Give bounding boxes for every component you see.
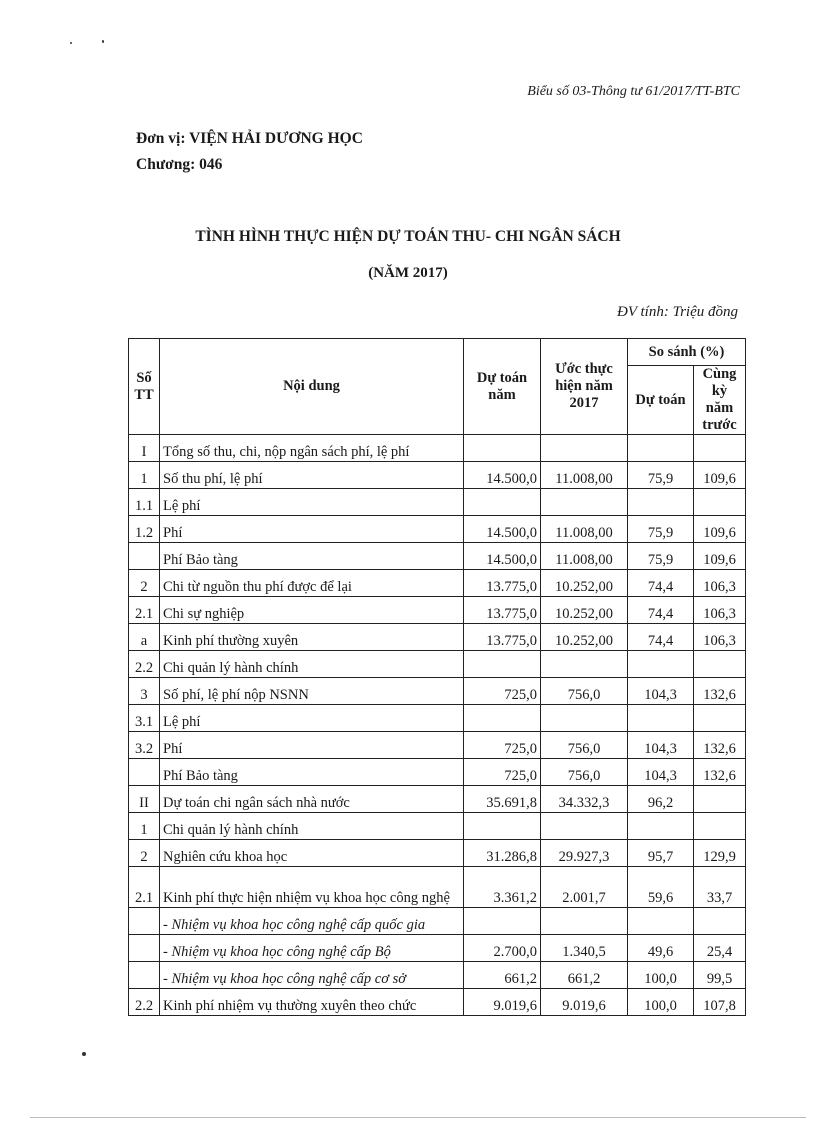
row-plan-value: 661,2	[464, 962, 541, 989]
row-content: - Nhiệm vụ khoa học công nghệ cấp cơ sở	[160, 962, 464, 989]
row-plan-value: 14.500,0	[464, 516, 541, 543]
row-content: Phí Bảo tàng	[160, 543, 464, 570]
row-compare-prev	[694, 813, 746, 840]
row-compare-prev	[694, 435, 746, 462]
row-content: Chi quản lý hành chính	[160, 651, 464, 678]
row-actual-value: 11.008,00	[541, 462, 628, 489]
document-title: TÌNH HÌNH THỰC HIỆN DỰ TOÁN THU- CHI NGÂN SÁCH	[195, 228, 621, 245]
row-compare-prev: 129,9	[694, 840, 746, 867]
row-compare-plan: 104,3	[628, 732, 694, 759]
row-compare-prev: 99,5	[694, 962, 746, 989]
row-actual-value: 756,0	[541, 678, 628, 705]
row-compare-plan: 95,7	[628, 840, 694, 867]
unit-of-measure-note: ĐV tính: Triệu đồng	[617, 304, 738, 320]
row-content: Dự toán chi ngân sách nhà nước	[160, 786, 464, 813]
row-number	[129, 962, 160, 989]
table-row	[129, 462, 746, 489]
row-compare-plan: 74,4	[628, 624, 694, 651]
row-actual-value: 11.008,00	[541, 543, 628, 570]
table-row	[129, 786, 746, 813]
row-content: Phí Bảo tàng	[160, 759, 464, 786]
row-actual-value	[541, 813, 628, 840]
document-year: (NĂM 2017)	[368, 265, 448, 281]
row-actual-value: 756,0	[541, 759, 628, 786]
row-number	[129, 759, 160, 786]
row-plan-value: 2.700,0	[464, 935, 541, 962]
row-content: Chi sự nghiệp	[160, 597, 464, 624]
row-plan-value: 13.775,0	[464, 597, 541, 624]
row-number: I	[129, 435, 160, 462]
row-number: 1.2	[129, 516, 160, 543]
row-compare-plan: 49,6	[628, 935, 694, 962]
row-content: - Nhiệm vụ khoa học công nghệ cấp Bộ	[160, 935, 464, 962]
row-number: a	[129, 624, 160, 651]
row-compare-plan: 104,3	[628, 678, 694, 705]
row-number	[129, 543, 160, 570]
row-content: Kinh phí nhiệm vụ thường xuyên theo chức	[160, 989, 464, 1016]
row-plan-value: 14.500,0	[464, 462, 541, 489]
row-compare-prev	[694, 786, 746, 813]
table-row	[129, 759, 746, 786]
table-row	[129, 435, 746, 462]
row-plan-value	[464, 489, 541, 516]
row-plan-value	[464, 651, 541, 678]
row-number: II	[129, 786, 160, 813]
scan-speck	[70, 42, 72, 44]
table-row	[129, 597, 746, 624]
row-compare-plan: 59,6	[628, 867, 694, 908]
table-row	[129, 989, 746, 1016]
row-content: - Nhiệm vụ khoa học công nghệ cấp quốc gia	[160, 908, 464, 935]
row-compare-prev	[694, 908, 746, 935]
row-content: Phí	[160, 516, 464, 543]
row-plan-value	[464, 908, 541, 935]
row-compare-prev	[694, 489, 746, 516]
table-row	[129, 624, 746, 651]
scan-speck	[82, 1052, 86, 1056]
row-compare-plan: 96,2	[628, 786, 694, 813]
row-compare-plan: 74,4	[628, 570, 694, 597]
row-compare-prev: 106,3	[694, 597, 746, 624]
table-row	[129, 489, 746, 516]
row-plan-value: 13.775,0	[464, 624, 541, 651]
header-compare-plan: Dự toán	[628, 366, 694, 435]
row-number: 3.1	[129, 705, 160, 732]
row-actual-value: 10.252,00	[541, 624, 628, 651]
row-plan-value: 9.019,6	[464, 989, 541, 1016]
row-content: Chi quản lý hành chính	[160, 813, 464, 840]
row-compare-prev: 33,7	[694, 867, 746, 908]
row-plan-value: 13.775,0	[464, 570, 541, 597]
row-compare-plan: 75,9	[628, 516, 694, 543]
row-content: Số phí, lệ phí nộp NSNN	[160, 678, 464, 705]
row-compare-prev: 106,3	[694, 624, 746, 651]
row-number: 2.2	[129, 989, 160, 1016]
table-row	[129, 840, 746, 867]
budget-table	[128, 338, 746, 1016]
scan-edge-line	[30, 1117, 806, 1118]
table-row	[129, 570, 746, 597]
row-content: Phí	[160, 732, 464, 759]
row-compare-plan: 100,0	[628, 962, 694, 989]
row-compare-plan	[628, 813, 694, 840]
row-compare-prev: 132,6	[694, 759, 746, 786]
row-compare-plan: 75,9	[628, 543, 694, 570]
table-row	[129, 732, 746, 759]
row-actual-value	[541, 489, 628, 516]
row-actual-value	[541, 908, 628, 935]
table-row	[129, 813, 746, 840]
table-row	[129, 908, 746, 935]
table-row	[129, 516, 746, 543]
row-actual-value: 1.340,5	[541, 935, 628, 962]
row-number: 2	[129, 840, 160, 867]
row-number: 1.1	[129, 489, 160, 516]
header-plan: Dự toán năm	[464, 339, 541, 435]
table-body	[129, 435, 746, 1016]
table-row	[129, 867, 746, 908]
row-plan-value: 725,0	[464, 678, 541, 705]
row-actual-value: 10.252,00	[541, 570, 628, 597]
row-plan-value: 14.500,0	[464, 543, 541, 570]
row-compare-plan	[628, 489, 694, 516]
row-content: Số thu phí, lệ phí	[160, 462, 464, 489]
row-actual-value: 2.001,7	[541, 867, 628, 908]
row-number: 2.1	[129, 597, 160, 624]
row-plan-value	[464, 813, 541, 840]
unit-name: Đơn vị: VIỆN HẢI DƯƠNG HỌC	[136, 130, 363, 147]
row-actual-value	[541, 651, 628, 678]
row-actual-value: 10.252,00	[541, 597, 628, 624]
table-row	[129, 935, 746, 962]
row-content: Kinh phí thường xuyên	[160, 624, 464, 651]
header-stt: Số TT	[129, 339, 160, 435]
row-compare-plan: 74,4	[628, 597, 694, 624]
row-content: Lệ phí	[160, 705, 464, 732]
header-compare-prev: Cùng kỳ năm trước	[694, 366, 746, 435]
row-compare-prev: 109,6	[694, 516, 746, 543]
table-row	[129, 651, 746, 678]
row-actual-value	[541, 435, 628, 462]
row-number: 1	[129, 813, 160, 840]
row-compare-plan: 104,3	[628, 759, 694, 786]
row-content: Kinh phí thực hiện nhiệm vụ khoa học công nghệ	[160, 867, 464, 908]
table-row	[129, 543, 746, 570]
row-compare-plan: 75,9	[628, 462, 694, 489]
row-number: 2.2	[129, 651, 160, 678]
row-number: 2	[129, 570, 160, 597]
row-compare-plan	[628, 651, 694, 678]
table-row	[129, 705, 746, 732]
row-compare-plan	[628, 705, 694, 732]
row-compare-prev: 106,3	[694, 570, 746, 597]
table-row	[129, 678, 746, 705]
row-number: 3	[129, 678, 160, 705]
table-header-row	[129, 339, 746, 366]
row-compare-prev: 107,8	[694, 989, 746, 1016]
row-actual-value: 34.332,3	[541, 786, 628, 813]
row-actual-value: 9.019,6	[541, 989, 628, 1016]
row-content: Chi từ nguồn thu phí được để lại	[160, 570, 464, 597]
row-compare-plan	[628, 435, 694, 462]
header-compare: So sánh (%)	[628, 339, 746, 366]
row-plan-value: 3.361,2	[464, 867, 541, 908]
row-actual-value: 29.927,3	[541, 840, 628, 867]
row-compare-prev: 25,4	[694, 935, 746, 962]
row-plan-value: 725,0	[464, 732, 541, 759]
scan-speck	[102, 40, 104, 43]
row-number: 2.1	[129, 867, 160, 908]
row-number: 3.2	[129, 732, 160, 759]
row-compare-prev: 109,6	[694, 543, 746, 570]
row-plan-value: 31.286,8	[464, 840, 541, 867]
row-compare-prev	[694, 705, 746, 732]
row-number	[129, 908, 160, 935]
row-compare-plan: 100,0	[628, 989, 694, 1016]
header-actual: Ước thực hiện năm 2017	[541, 339, 628, 435]
row-content: Nghiên cứu khoa học	[160, 840, 464, 867]
table-row	[129, 962, 746, 989]
row-compare-prev: 132,6	[694, 732, 746, 759]
row-compare-prev	[694, 651, 746, 678]
form-reference: Biểu số 03-Thông tư 61/2017/TT-BTC	[527, 84, 740, 99]
row-actual-value	[541, 705, 628, 732]
row-actual-value: 11.008,00	[541, 516, 628, 543]
header-content: Nội dung	[160, 339, 464, 435]
chapter-code: Chương: 046	[136, 156, 223, 173]
row-compare-plan	[628, 908, 694, 935]
row-plan-value	[464, 435, 541, 462]
row-plan-value: 35.691,8	[464, 786, 541, 813]
row-number: 1	[129, 462, 160, 489]
row-actual-value: 661,2	[541, 962, 628, 989]
row-plan-value	[464, 705, 541, 732]
row-actual-value: 756,0	[541, 732, 628, 759]
row-content: Tổng số thu, chi, nộp ngân sách phí, lệ phí	[160, 435, 464, 462]
row-compare-prev: 132,6	[694, 678, 746, 705]
row-content: Lệ phí	[160, 489, 464, 516]
row-compare-prev: 109,6	[694, 462, 746, 489]
row-number	[129, 935, 160, 962]
row-plan-value: 725,0	[464, 759, 541, 786]
